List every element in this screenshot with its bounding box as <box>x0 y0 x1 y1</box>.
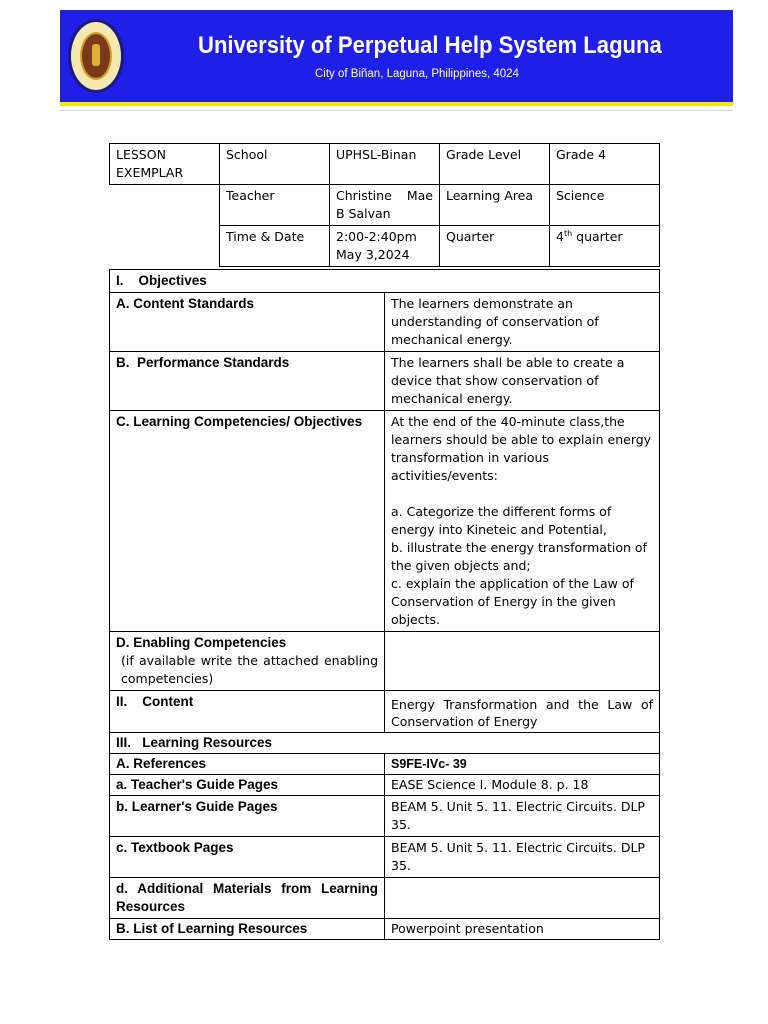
learning-area-value: Science <box>550 185 660 226</box>
teacher-value: Christine Mae B Salvan <box>330 185 440 226</box>
enabling-competencies-value <box>385 632 660 691</box>
performance-standards-value: The learners shall be able to create a device that show conservation of mechanical energy. <box>385 352 660 411</box>
learner-guide-label: b. Learner's Guide Pages <box>110 796 385 837</box>
time-date-label: Time & Date <box>220 226 330 267</box>
quarter-suffix: th <box>563 228 573 238</box>
performance-standards-label: B. Performance Standards <box>110 352 385 411</box>
list-of-resources-label: B. List of Learning Resources <box>110 919 385 940</box>
learning-area-label: Learning Area <box>440 185 550 226</box>
time-date-value: 2:00-2:40pm May 3,2024 <box>330 226 440 267</box>
university-address: City of Biñan, Laguna, Philippines, 4024 <box>315 68 519 80</box>
learner-guide-value: BEAM 5. Unit 5. 11. Electric Circuits. DLP 35. <box>385 796 660 837</box>
list-of-resources-value: Powerpoint presentation <box>385 919 660 940</box>
lesson-plan-table <box>109 269 660 940</box>
competencies-intro: At the end of the 40-minute class,the learners should be able to explain energy transformation in various activities/events: <box>391 414 652 483</box>
quarter-label: Quarter <box>440 226 550 267</box>
additional-materials-value <box>385 878 660 919</box>
quarter-number: 4 <box>556 229 564 244</box>
enabling-competencies-label: D. Enabling Competencies <box>116 635 287 650</box>
school-value: UPHSL-Binan <box>330 144 440 185</box>
references-label: A. References <box>110 754 385 775</box>
grade-level-value: Grade 4 <box>550 144 660 185</box>
teacher-label: Teacher <box>220 185 330 226</box>
empty-cell <box>110 185 220 226</box>
university-seal-icon <box>68 19 124 93</box>
grade-level-label: Grade Level <box>440 144 550 185</box>
lesson-exemplar-label: LESSON EXEMPLAR <box>110 144 220 185</box>
references-value: S9FE-IVc- 39 <box>385 754 660 775</box>
additional-materials-label: d. Additional Materials from Learning Resources <box>110 878 385 919</box>
university-title: University of Perpetual Help System Laguna <box>198 32 662 59</box>
empty-cell <box>110 226 220 267</box>
enabling-competencies-note: (if available write the attached enabling competencies) <box>121 653 378 686</box>
teacher-guide-label: a. Teacher's Guide Pages <box>110 775 385 796</box>
quarter-value <box>550 226 660 267</box>
content-standards-label: A. Content Standards <box>110 293 385 352</box>
seal-detail <box>92 44 100 66</box>
seal-image <box>80 32 112 80</box>
lesson-info-table <box>109 143 660 267</box>
competencies-list: a. Categorize the different forms of energy into Kineteic and Potential, b. illustrate the energy transformation of the given objects and; c. explain the application of the Law of Conservation of Energy in the given objects. <box>391 504 647 627</box>
competencies-value <box>385 411 660 632</box>
content-standards-value: The learners demonstrate an understanding of conservation of mechanical energy. <box>385 293 660 352</box>
quarter-word: quarter <box>572 229 623 244</box>
textbook-value: BEAM 5. Unit 5. 11. Electric Circuits. DLP 35. <box>385 837 660 878</box>
competencies-label: C. Learning Competencies/ Objectives <box>110 411 385 632</box>
teacher-guide-value: EASE Science I. Module 8. p. 18 <box>385 775 660 796</box>
enabling-competencies-cell <box>110 632 385 691</box>
header-divider <box>60 110 733 111</box>
school-label: School <box>220 144 330 185</box>
content-value: Energy Transformation and the Law of Conservation of Energy <box>385 691 660 733</box>
learning-resources-heading: III. Learning Resources <box>110 733 660 754</box>
objectives-heading: I. Objectives <box>110 270 660 293</box>
content-heading: II. Content <box>110 691 385 733</box>
textbook-label: c. Textbook Pages <box>110 837 385 878</box>
header-banner <box>60 10 733 106</box>
